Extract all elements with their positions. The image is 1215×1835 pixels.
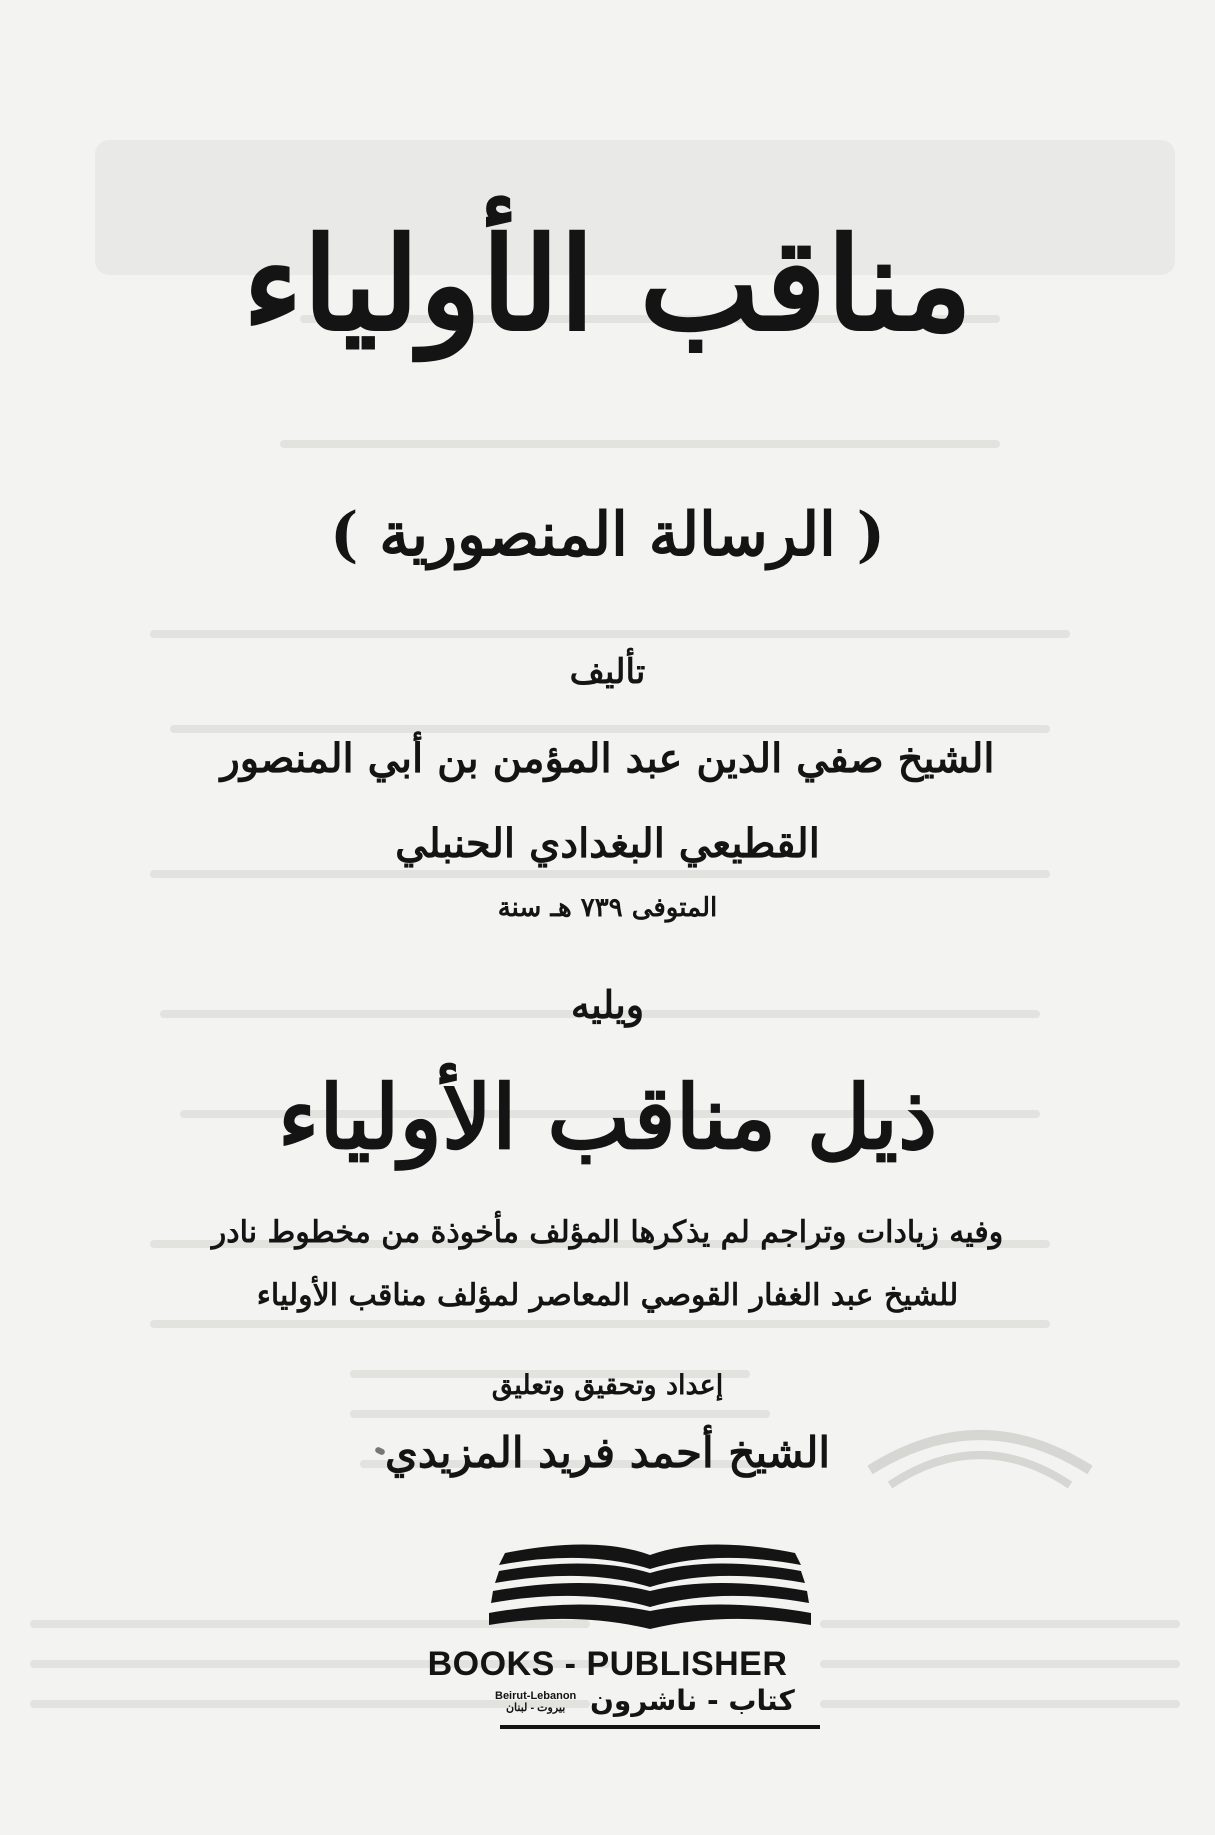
bleed-through-line [820, 1700, 1180, 1708]
author-death-date: المتوفى ٧٣٩ هـ سنة [497, 893, 718, 923]
open-book-logo-icon [485, 1535, 815, 1645]
publisher-underline [500, 1725, 820, 1729]
prepared-by-label: إعداد وتحقيق وتعليق [491, 1370, 724, 1401]
publisher-city-ar: بيروت - لبنان [505, 1702, 566, 1714]
author-name-line2: القطيعي البغدادي الحنبلي [395, 820, 820, 867]
appendix-description-line1: وفيه زيادات وتراجم لم يذكرها المؤلف مأخوذة من مخطوط نادر [211, 1215, 1004, 1250]
book-title: مناقب الأولياء [242, 210, 973, 360]
bleed-through-line [820, 1620, 1180, 1628]
editor-name: الشيخ أحمد فريد المزيدي [384, 1428, 831, 1477]
publisher-name-ar: كتاب - ناشرون [590, 1684, 795, 1717]
bleed-through-line [280, 440, 1000, 448]
author-name-line1: الشيخ صفي الدين عبد المؤمن بن أبي المنصور [220, 735, 995, 782]
authored-by-label: تأليف [569, 652, 646, 692]
publisher-name-en: BOOKS - PUBLISHER [427, 1645, 788, 1683]
book-subtitle: ( الرسالة المنصورية ) [329, 500, 886, 570]
bleed-through-line [150, 1320, 1050, 1328]
publisher-city-en: Beirut-Lebanon [495, 1690, 577, 1702]
appendix-description-line2: للشيخ عبد الغفار القوصي المعاصر لمؤلف مناقب الأولياء [256, 1278, 959, 1313]
bleed-through-line [150, 630, 1070, 638]
publisher-city [495, 1690, 576, 1714]
bleed-through-line [150, 870, 1050, 878]
appendix-title: ذيل مناقب الأولياء [277, 1065, 938, 1169]
bleed-through-line [170, 725, 1050, 733]
followed-by-label: ويليه [570, 982, 645, 1027]
bleed-through-line [350, 1410, 770, 1418]
